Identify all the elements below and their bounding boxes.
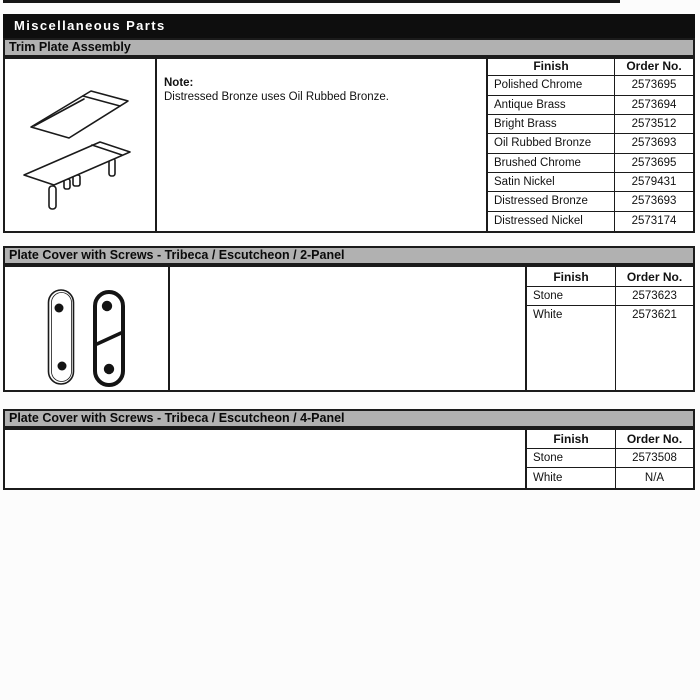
trim-plate-upper [31,91,128,138]
note-label: Note: [164,77,194,89]
section-header-plate-cover-2-panel: Plate Cover with Screws - Tribeca / Escutcheon / 2-Panel [3,246,695,265]
finish-column-header: Finish [488,57,614,76]
order-cell: 2573512 [614,115,693,134]
plate-covers-line-drawing-svg [5,267,167,390]
order-cell: 2573621 [615,306,693,390]
trim-plate-assembly-line-drawing-svg [5,59,155,231]
finish-cell: Polished Chrome [488,76,614,95]
note-block [164,76,464,104]
order-cell: 2573174 [614,212,693,231]
finish-cell: Brushed Chrome [488,154,614,173]
drawing-cell-divider [168,265,170,392]
order-cell: 2573508 [615,449,693,468]
page-top-rule [3,0,620,3]
order-cell: 2573695 [614,76,693,95]
order-column-header: Order No. [615,267,693,287]
order-cell: N/A [615,468,693,488]
screw-top [102,301,112,311]
finish-cell: Distressed Bronze [488,192,614,211]
section-header-plate-cover-4-panel: Plate Cover with Screws - Tribeca / Escutcheon / 4-Panel [3,409,695,428]
finish-cell: White [533,472,563,484]
finish-column-header: Finish [527,430,615,449]
plate-cover-2-panel-finish-table [525,267,693,390]
order-cell: 2573693 [614,134,693,153]
drawing-cell-divider [155,57,157,233]
finish-cell: Stone [527,287,615,306]
screw-bottom [104,364,114,374]
finish-cell: Bright Brass [488,115,614,134]
trim-plate-finish-table [486,57,693,231]
screw-hole-top [55,304,64,313]
finish-cell: Oil Rubbed Bronze [488,134,614,153]
finish-cell: Distressed Nickel [494,215,583,228]
order-cell: 2579431 [614,173,693,192]
finish-cell: Satin Nickel [488,173,614,192]
finish-cell: Antique Brass [488,96,614,115]
order-cell: 2573694 [614,96,693,115]
plate-cover-4-panel-finish-table [525,430,693,488]
page-title: Miscellaneous Parts [3,14,695,38]
finish-cell: Stone [527,449,615,468]
order-column-header: Order No. [615,430,693,449]
finish-column-header: Finish [527,267,615,287]
order-column-header: Order No. [614,57,693,76]
section-header-trim-plate-assembly: Trim Plate Assembly [3,38,695,57]
order-cell: 2573695 [614,154,693,173]
finish-cell: White [533,309,563,321]
trim-plate-assembly-drawing [5,59,155,231]
plate-covers-drawing [5,267,167,390]
screw-hole-bottom [58,362,67,371]
trim-plate-leg-left [49,186,56,209]
note-text: Distressed Bronze uses Oil Rubbed Bronze. [164,91,389,103]
order-cell: 2573623 [615,287,693,306]
order-cell: 2573693 [614,192,693,211]
